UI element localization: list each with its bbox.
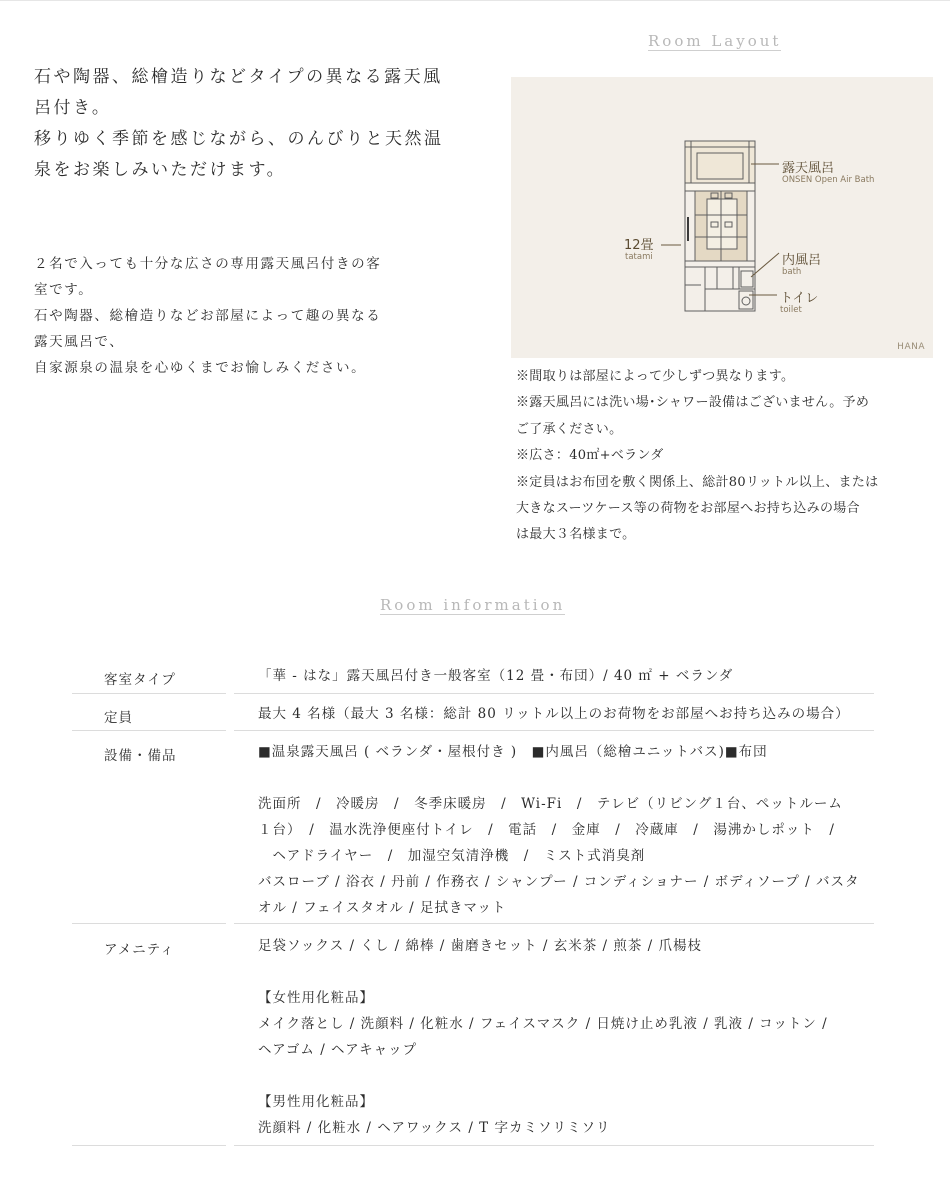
- value-line: 【女性用化粧品】: [258, 990, 374, 1006]
- value-line: オル / フェイスタオル / 足拭きマット: [258, 900, 507, 916]
- row-value-amenities: [258, 933, 874, 1141]
- top-divider: [0, 0, 950, 1]
- intro-body-line: 自家源泉の温泉を心ゆくまでお愉しみください。: [34, 360, 367, 376]
- label-toilet: トイレ: [780, 291, 819, 306]
- note-line: ご了承ください。: [516, 421, 623, 437]
- row-value-room-type: [258, 663, 874, 689]
- note-line: ※定員はお布団を敷く関係上、総計80リットル以上、または: [516, 474, 879, 490]
- label-bath-en: bath: [782, 267, 802, 277]
- note-line: ※露天風呂には洗い場･シャワー設備はございません。予め: [516, 395, 870, 411]
- label-bath: 内風呂: [782, 253, 822, 268]
- intro-body-line: ２名で入っても十分な広さの専用露天風呂付きの客: [34, 256, 382, 272]
- note-line: 大きなスーツケース等の荷物をお部屋へお持ち込みの場合: [516, 501, 860, 517]
- value-line: 「華 - はな」露天風呂付き一般客室（12 畳・布団）/ 40 ㎡ + ベランダ: [258, 668, 734, 684]
- floor-plan-drawing: [511, 77, 933, 358]
- room-layout-heading: Room Layout: [648, 32, 782, 50]
- row-divider: [72, 923, 874, 924]
- value-line: 洗面所 / 冷暖房 / 冬季床暖房 / Wi-Fi / テレビ（リビング１台、ペットルーム: [258, 796, 843, 812]
- row-label-facilities: 設備・備品: [104, 748, 177, 764]
- value-line: ヘアドライヤー / 加湿空気清浄機 / ミスト式消臭剤: [258, 848, 646, 864]
- value-line: ヘアゴム / ヘアキャップ: [258, 1042, 418, 1058]
- intro-body-line: 露天風呂で、: [34, 334, 125, 350]
- label-tatami: 12畳: [624, 238, 654, 253]
- note-line: は最大３名様まで。: [516, 527, 636, 543]
- label-open-air-bath-en: ONSEN Open Air Bath: [782, 175, 875, 185]
- label-toilet-en: toilet: [780, 305, 802, 315]
- value-line: [258, 959, 874, 985]
- value-line: [258, 765, 874, 791]
- plan-brand: HANA: [897, 342, 925, 352]
- row-divider: [72, 730, 874, 731]
- value-line: 最大 4 名様（最大 3 名様：総計 80 リットル以上のお荷物をお部屋へお持ち込みの場合）: [258, 706, 850, 722]
- layout-notes: [516, 364, 916, 549]
- floor-plan: [511, 77, 933, 358]
- row-divider: [72, 1145, 874, 1146]
- intro-lead-line: 呂付き。: [34, 98, 112, 118]
- value-line: １台） / 温水洗浄便座付トイレ / 電話 / 金庫 / 冷蔵庫 / 湯沸かしポット /: [258, 822, 835, 838]
- intro-body: [34, 251, 454, 381]
- row-label-capacity: 定員: [104, 710, 133, 726]
- note-line: ※広さ：40㎡+ベランダ: [516, 448, 664, 464]
- value-line: メイク落とし / 洗顔料 / 化粧水 / フェイスマスク / 日焼け止め乳液 / 乳液 / コットン /: [258, 1016, 828, 1032]
- intro-lead-line: 泉をお楽しみいただけます。: [34, 160, 287, 180]
- row-label-room-type: 客室タイプ: [104, 672, 176, 688]
- value-line: 足袋ソックス / くし / 綿棒 / 歯磨きセット / 玄米茶 / 煎茶 / 爪楊枝: [258, 938, 702, 954]
- value-line: 洗顔料 / 化粧水 / ヘアワックス / T 字カミソリミソリ: [258, 1120, 611, 1136]
- intro-body-line: 室です。: [34, 282, 94, 298]
- value-line: 【男性用化粧品】: [258, 1094, 374, 1110]
- value-line: [258, 1063, 874, 1089]
- row-label-amenities: アメニティ: [104, 942, 175, 958]
- intro-lead: [34, 62, 474, 186]
- row-value-facilities: [258, 739, 874, 921]
- row-divider: [72, 693, 874, 694]
- intro-lead-line: 石や陶器、総檜造りなどタイプの異なる露天風: [34, 67, 443, 87]
- intro-lead-line: 移りゆく季節を感じながら、のんびりと天然温: [34, 129, 444, 149]
- value-line: バスローブ / 浴衣 / 丹前 / 作務衣 / シャンプー / コンディショナー / ボディソープ / バスタ: [258, 874, 860, 890]
- intro-body-line: 石や陶器、総檜造りなどお部屋によって趣の異なる: [34, 308, 382, 324]
- row-value-capacity: [258, 701, 874, 727]
- value-line: ■温泉露天風呂 ( ベランダ・屋根付き ) ■内風呂（総檜ユニットバス)■布団: [258, 744, 768, 760]
- label-tatami-en: tatami: [625, 252, 653, 262]
- label-open-air-bath: 露天風呂: [782, 161, 835, 176]
- room-info-heading: Room information: [380, 596, 566, 614]
- note-line: ※間取りは部屋によって少しずつ異なります。: [516, 369, 795, 384]
